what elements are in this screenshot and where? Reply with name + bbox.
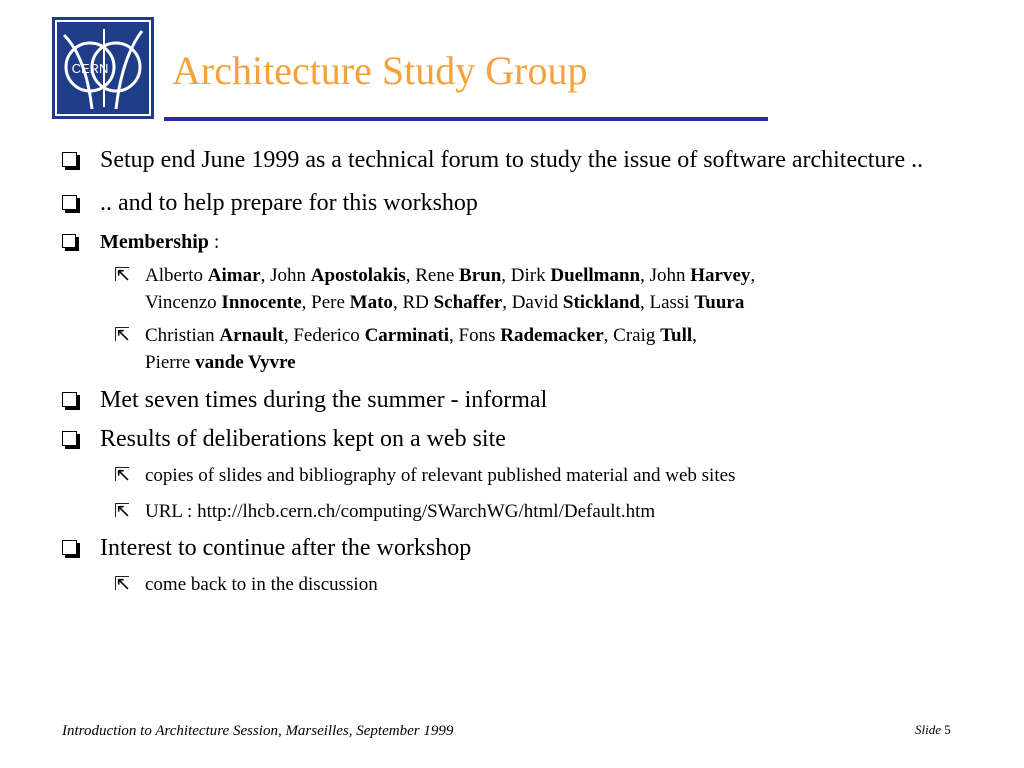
bullet-met: [62, 385, 982, 416]
bullet-box-icon: [62, 392, 77, 407]
bullet-membership: [62, 228, 982, 256]
bullet-prepare: [62, 188, 982, 219]
cern-logo-graphic: [52, 17, 154, 119]
member-name: [145, 292, 311, 313]
cern-logo-text: CERN: [71, 61, 109, 76]
bullet-interest-text: Interest to continue after the workshop: [100, 535, 472, 561]
member-first-name: Pere: [311, 292, 350, 313]
bullet-box-icon: [62, 234, 76, 248]
member-separator: ,: [502, 292, 512, 313]
member-name: [145, 265, 270, 286]
member-name: [402, 292, 511, 313]
member-name: [512, 292, 650, 313]
slide-title: Architecture Study Group: [172, 48, 588, 93]
slide-number: 5: [944, 722, 951, 737]
member-first-name: John: [270, 265, 311, 286]
member-separator: ,: [501, 265, 511, 286]
member-last-name: Carminati: [364, 325, 449, 346]
membership-label: Membership: [100, 231, 209, 253]
corner-arrow-icon: ⇱: [114, 573, 130, 595]
member-separator: ,: [405, 265, 416, 286]
member-first-name: Christian: [145, 325, 220, 346]
members-list-1-text: [145, 265, 755, 313]
member-separator: ,: [449, 325, 459, 346]
membership-suffix: :: [208, 231, 220, 253]
bullet-met-text: Met seven times during the summer - informal: [100, 387, 548, 413]
slide-content: [62, 145, 982, 598]
sub-bullet-come-back-text: come back to in the discussion: [145, 574, 378, 595]
footer-session: Introduction to Architecture Session, Marseilles, September 1999: [62, 723, 454, 739]
member-first-name: Dirk: [510, 265, 551, 286]
member-first-name: David: [511, 292, 563, 313]
member-name: [613, 325, 697, 346]
member-name: [145, 352, 296, 373]
bullet-results-text: Results of deliberations kept on a web site: [100, 426, 506, 452]
member-name: [459, 325, 614, 346]
member-last-name: vande Vyvre: [195, 352, 296, 373]
bullet-setup: [62, 145, 982, 176]
member-separator: ,: [639, 292, 650, 313]
title-underline: [164, 117, 768, 121]
members-list-1: [62, 262, 982, 316]
member-separator: ,: [260, 265, 271, 286]
member-separator: ,: [283, 325, 294, 346]
member-first-name: Lassi: [649, 292, 695, 313]
member-separator: ,: [603, 325, 614, 346]
bullet-setup-text: Setup end June 1999 as a technical forum to study the issue of software architecture ..: [100, 147, 924, 173]
member-last-name: Schaffer: [433, 292, 503, 313]
member-last-name: Aimar: [207, 265, 261, 286]
member-last-name: Apostolakis: [310, 265, 406, 286]
bullet-prepare-text: .. and to help prepare for this workshop: [100, 190, 478, 216]
member-first-name: Craig: [613, 325, 661, 346]
bullet-box-icon: [62, 431, 77, 446]
member-name: [270, 265, 415, 286]
member-name: [311, 292, 402, 313]
member-last-name: Tuura: [694, 292, 745, 313]
bullet-box-icon: [62, 195, 77, 210]
corner-arrow-icon: ⇱: [114, 324, 130, 346]
member-name: [145, 325, 293, 346]
corner-arrow-icon: ⇱: [114, 464, 130, 486]
member-first-name: Fons: [458, 325, 501, 346]
footer-slide-number: [915, 722, 951, 738]
member-first-name: Federico: [293, 325, 365, 346]
sub-bullet-url: [62, 498, 982, 525]
member-separator: ,: [640, 265, 650, 286]
member-last-name: Mato: [349, 292, 393, 313]
members-list-2-text: [145, 325, 697, 373]
member-name: [293, 325, 458, 346]
bullet-results: [62, 424, 982, 455]
sub-bullet-come-back: [62, 571, 982, 598]
member-last-name: Brun: [459, 265, 502, 286]
member-first-name: Rene: [415, 265, 460, 286]
bullet-box-icon: [62, 540, 77, 555]
sub-bullet-copies-text: copies of slides and bibliography of relevant published material and web sites: [145, 465, 736, 486]
corner-arrow-icon: ⇱: [114, 500, 130, 522]
member-name: [511, 265, 650, 286]
sub-bullet-url-text: URL : http://lhcb.cern.ch/computing/SWarchWG/html/Default.htm: [145, 501, 656, 522]
member-last-name: Innocente: [221, 292, 302, 313]
member-first-name: John: [649, 265, 691, 286]
bullet-interest: [62, 533, 982, 564]
member-name: [650, 265, 756, 286]
member-first-name: Pierre: [145, 352, 196, 373]
sub-bullet-copies: [62, 462, 982, 489]
member-first-name: RD: [402, 292, 434, 313]
corner-arrow-icon: ⇱: [114, 264, 130, 286]
member-separator: ,: [301, 292, 312, 313]
member-name: [415, 265, 511, 286]
member-last-name: Arnault: [219, 325, 284, 346]
member-last-name: Rademacker: [500, 325, 604, 346]
member-name: [649, 292, 744, 313]
member-last-name: Duellmann: [550, 265, 641, 286]
member-last-name: Tull: [660, 325, 693, 346]
member-first-name: Vincenzo: [145, 292, 222, 313]
member-last-name: Harvey: [690, 265, 751, 286]
member-separator: ,: [392, 292, 403, 313]
member-last-name: Stickland: [562, 292, 640, 313]
members-list-2: [62, 322, 982, 376]
bullet-box-icon: [62, 152, 77, 167]
slide-label: Slide: [915, 722, 941, 737]
cern-logo: [52, 17, 154, 119]
member-separator: ,: [692, 325, 697, 346]
member-first-name: Alberto: [145, 265, 208, 286]
member-separator: ,: [750, 265, 756, 286]
